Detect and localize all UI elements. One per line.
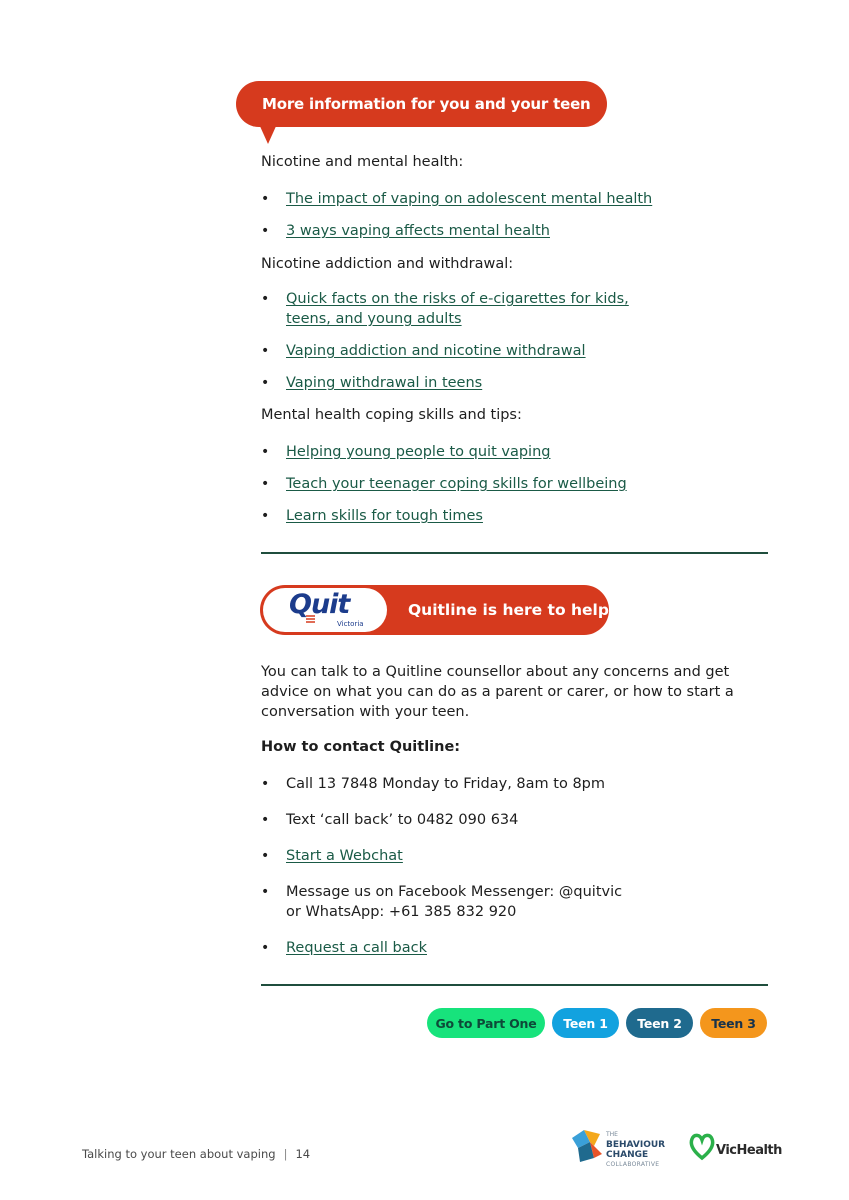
bullet: •: [261, 476, 270, 492]
link-request-call-back[interactable]: Request a call back: [286, 940, 427, 956]
bullet: •: [261, 848, 270, 864]
contact-messenger: Message us on Facebook Messenger: @quitvic: [286, 884, 623, 900]
link-vaping-withdrawal-teens[interactable]: Vaping withdrawal in teens: [286, 375, 483, 391]
page-number: 14: [295, 1147, 311, 1161]
link-start-webchat[interactable]: Start a Webchat: [286, 848, 403, 864]
bullet: •: [261, 375, 270, 391]
section-label-coping: Mental health coping skills and tips:: [261, 407, 522, 423]
teen-2-button[interactable]: Teen 2: [626, 1008, 693, 1038]
contact-whatsapp: or WhatsApp: +61 385 832 920: [286, 904, 517, 920]
bc-collab: COLLABORATIVE: [606, 1161, 660, 1168]
link-quick-facts-line1[interactable]: Quick facts on the risks of e-cigarettes for kids,: [286, 291, 629, 307]
vichealth-logo-text: VicHealth: [716, 1143, 782, 1158]
behaviour-change-logo-icon: [570, 1128, 604, 1164]
quitline-paragraph: You can talk to a Quitline counsellor about any concerns and get advice on what you can do as a parent or carer, or how to start a conversation with your teen.: [261, 664, 734, 720]
quitline-title: Quitline is here to help: [408, 601, 609, 619]
quit-logo-mark-icon: [305, 614, 317, 624]
vichealth-heart-icon: [688, 1132, 716, 1162]
teen-3-button[interactable]: Teen 3: [700, 1008, 767, 1038]
divider: [261, 552, 768, 554]
bullet: •: [261, 776, 270, 792]
link-3-ways-vaping[interactable]: 3 ways vaping affects mental health: [286, 223, 550, 239]
quit-logo-sub: Victoria: [337, 620, 364, 628]
bullet: •: [261, 223, 270, 239]
contact-heading: How to contact Quitline:: [261, 739, 461, 755]
bc-line2: CHANGE: [606, 1150, 649, 1160]
bullet: •: [261, 444, 270, 460]
link-quick-facts-line2[interactable]: teens, and young adults: [286, 311, 462, 327]
footer-separator: |: [283, 1147, 288, 1161]
info-banner: [236, 81, 607, 127]
link-impact-of-vaping[interactable]: The impact of vaping on adolescent mental health: [286, 191, 653, 207]
bullet: •: [261, 291, 270, 307]
bullet: •: [261, 508, 270, 524]
link-tough-times[interactable]: Learn skills for tough times: [286, 508, 483, 524]
teen-1-button[interactable]: Teen 1: [552, 1008, 619, 1038]
go-to-part-one-button[interactable]: Go to Part One: [427, 1008, 545, 1038]
section-label-addiction: Nicotine addiction and withdrawal:: [261, 256, 514, 272]
quit-logo-word: Quit: [289, 589, 350, 620]
bullet: •: [261, 884, 270, 900]
link-coping-skills[interactable]: Teach your teenager coping skills for wellbeing: [286, 476, 627, 492]
bullet: •: [261, 812, 270, 828]
footer-doc-title: Talking to your teen about vaping: [82, 1147, 276, 1161]
contact-text: Text ‘call back’ to 0482 090 634: [286, 812, 519, 828]
bullet: •: [261, 940, 270, 956]
speech-bubble-tail: [259, 124, 277, 144]
bc-the: THE: [606, 1131, 618, 1138]
link-vaping-addiction[interactable]: Vaping addiction and nicotine withdrawal: [286, 343, 586, 359]
section-label-mental-health: Nicotine and mental health:: [261, 154, 464, 170]
bullet: •: [261, 343, 270, 359]
bc-line1: BEHAVIOUR: [606, 1140, 666, 1150]
link-helping-young-people[interactable]: Helping young people to quit vaping: [286, 444, 551, 460]
contact-call: Call 13 7848 Monday to Friday, 8am to 8pm: [286, 776, 605, 792]
divider: [261, 984, 768, 986]
behaviour-change-logo-text: [606, 1130, 665, 1170]
info-banner-title: More information for you and your teen: [262, 95, 591, 113]
bullet: •: [261, 191, 270, 207]
page-footer: [82, 1147, 310, 1161]
